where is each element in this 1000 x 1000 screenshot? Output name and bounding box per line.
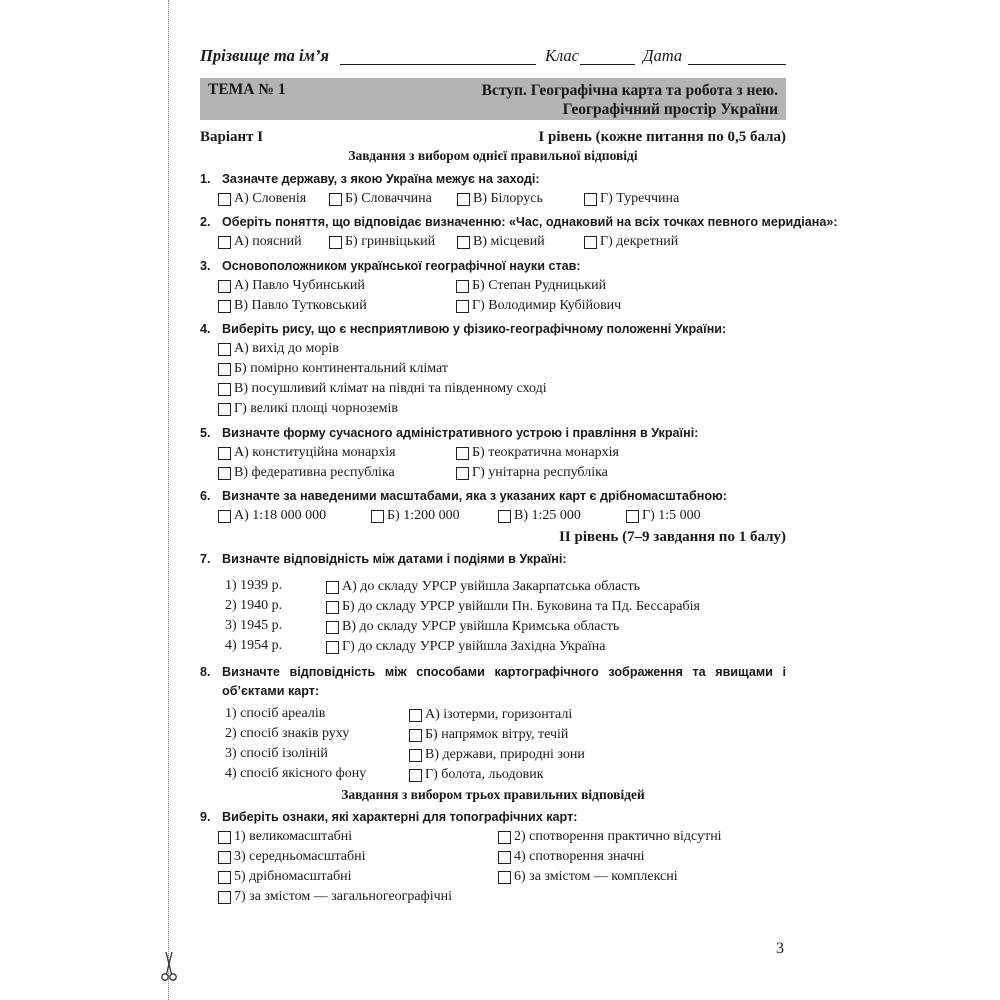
match-left-item: 2) спосіб знаків руху [225, 726, 350, 741]
option[interactable]: Г) до складу УРСР увійшла Західна Україна [326, 639, 605, 655]
checkbox[interactable] [457, 193, 470, 206]
question-1: 1. Зазначте державу, з якою Україна межує на заході: [200, 172, 540, 186]
match-left-item: 3) спосіб ізоліній [225, 746, 328, 761]
checkbox[interactable] [218, 363, 231, 376]
option[interactable]: Б) напрямок вітру, течій [409, 727, 568, 743]
topic-title: Вступ. Географічна карта та робота з нею. Географічний простір України [481, 82, 778, 118]
page-number: 3 [776, 940, 784, 957]
option[interactable]: В) держави, природні зони [409, 747, 585, 763]
checkbox[interactable] [329, 236, 342, 249]
checkbox[interactable] [456, 300, 469, 313]
checkbox[interactable] [218, 193, 231, 206]
option[interactable]: В) федеративна республіка [218, 465, 395, 481]
topic-band [200, 78, 786, 120]
cut-line [168, 0, 169, 1000]
question-5: 5. Визначте форму сучасного адміністративного устрою і правління в Україні: [200, 426, 699, 440]
checkbox[interactable] [218, 236, 231, 249]
checkbox[interactable] [498, 510, 511, 523]
scissors-icon [160, 950, 178, 982]
option[interactable]: Б) Словаччина [329, 191, 432, 207]
checkbox[interactable] [218, 871, 231, 884]
match-left-item: 4) спосіб якісного фону [225, 766, 367, 781]
option[interactable]: 7) за змістом — загальногеографічні [218, 889, 452, 905]
checkbox[interactable] [456, 280, 469, 293]
checkbox[interactable] [409, 709, 422, 722]
checkbox[interactable] [218, 300, 231, 313]
date-label: Дата [643, 46, 683, 65]
question-4: 4. Виберіть рису, що є несприятливою у фізико-географічному положенні України: [200, 322, 727, 336]
checkbox[interactable] [218, 831, 231, 844]
question-9: 9. Виберіть ознаки, які характерні для топографічних карт: [200, 810, 578, 824]
option[interactable]: Г) унітарна республіка [456, 465, 608, 481]
question-3: 3. Основоположником української географічної науки став: [200, 259, 581, 273]
question-7: 7. Визначте відповідність між датами і подіями в Україні: [200, 552, 567, 566]
checkbox[interactable] [218, 510, 231, 523]
option[interactable]: А) до складу УРСР увійшла Закарпатська область [326, 579, 640, 595]
option[interactable]: 6) за змістом — комплексні [498, 869, 678, 885]
checkbox[interactable] [456, 447, 469, 460]
checkbox[interactable] [326, 601, 339, 614]
option[interactable]: Г) декретний [584, 234, 678, 250]
option[interactable]: А) ізотерми, горизонталі [409, 707, 572, 723]
match-left-item: 1) спосіб ареалів [225, 706, 326, 721]
checkbox[interactable] [218, 447, 231, 460]
checkbox[interactable] [218, 467, 231, 480]
option[interactable]: А) поясний [218, 234, 302, 250]
checkbox[interactable] [326, 581, 339, 594]
option[interactable]: Г) болота, льодовик [409, 767, 544, 783]
topic-number: ТЕМА № 1 [208, 81, 286, 98]
checkbox[interactable] [456, 467, 469, 480]
class-field[interactable] [580, 64, 635, 65]
checkbox[interactable] [409, 769, 422, 782]
checkbox[interactable] [409, 729, 422, 742]
match-left-item: 3) 1945 р. [225, 618, 283, 633]
option[interactable]: 2) спотворення практично відсутні [498, 829, 722, 845]
checkbox[interactable] [409, 749, 422, 762]
section-three-choice: Завдання з вибором трьох правильних відповідей [341, 787, 645, 802]
date-field[interactable] [688, 64, 786, 65]
option[interactable]: Г) 1:5 000 [626, 508, 701, 524]
option[interactable]: Б) Степан Рудницький [456, 278, 606, 294]
question-8: 8. Визначте відповідність між способами картографічного зображення та явищами і об’єктами карт: [200, 665, 786, 698]
question-6: 6. Визначте за наведеними масштабами, яка з указаних карт є дрібномасштабною: [200, 489, 727, 503]
match-left-item: 1) 1939 р. [225, 578, 283, 593]
option[interactable]: Б) 1:200 000 [371, 508, 460, 524]
checkbox[interactable] [218, 851, 231, 864]
option[interactable]: Б) гринвіцький [329, 234, 435, 250]
question-2: 2. Оберіть поняття, що відповідає визначенню: «Час, однаковий на всіх точках певного меридіана»: [200, 215, 838, 229]
checkbox[interactable] [218, 343, 231, 356]
variant-label: Варіант І [200, 129, 264, 145]
option[interactable]: Г) великі площі чорноземів [218, 401, 398, 417]
checkbox[interactable] [498, 851, 511, 864]
option[interactable]: Б) теократична монархія [456, 445, 619, 461]
option[interactable]: 5) дрібномасштабні [218, 869, 352, 885]
student-header [200, 44, 786, 68]
match-left-item: 4) 1954 р. [225, 638, 283, 653]
checkbox[interactable] [218, 383, 231, 396]
option[interactable]: В) Павло Тутковський [218, 298, 367, 314]
option[interactable]: А) конституційна монархія [218, 445, 396, 461]
checkbox[interactable] [218, 891, 231, 904]
option[interactable]: В) місцевий [457, 234, 545, 250]
name-field[interactable] [340, 64, 536, 65]
option[interactable]: А) Павло Чубинський [218, 278, 365, 294]
section-single-choice: Завдання з вибором однієї правильної відповіді [348, 148, 638, 163]
option[interactable]: 4) спотворення значні [498, 849, 645, 865]
checkbox[interactable] [326, 621, 339, 634]
worksheet-page [200, 0, 838, 1000]
option[interactable]: В) Білорусь [457, 191, 543, 207]
class-label: Клас [545, 46, 579, 65]
checkbox[interactable] [584, 236, 597, 249]
checkbox[interactable] [218, 403, 231, 416]
option[interactable]: Г) Володимир Кубійович [456, 298, 621, 314]
option[interactable]: Г) Туреччина [584, 191, 679, 207]
checkbox[interactable] [498, 831, 511, 844]
checkbox[interactable] [371, 510, 384, 523]
checkbox[interactable] [326, 641, 339, 654]
checkbox[interactable] [498, 871, 511, 884]
checkbox[interactable] [584, 193, 597, 206]
option[interactable]: А) вихід до морів [218, 341, 339, 357]
level1-label: І рівень (кожне питання по 0,5 бала) [538, 129, 786, 145]
option[interactable]: Б) помірно континентальний клімат [218, 361, 448, 377]
option[interactable]: В) 1:25 000 [498, 508, 581, 524]
option[interactable]: В) до складу УРСР увійшла Кримська область [326, 619, 619, 635]
name-label: Прізвище та ім’я [200, 46, 329, 65]
checkbox[interactable] [218, 280, 231, 293]
option[interactable]: 3) середньомасштабні [218, 849, 366, 865]
checkbox[interactable] [329, 193, 342, 206]
level2-label: ІІ рівень (7–9 завдання по 1 балу) [559, 529, 786, 545]
option[interactable]: В) посушливий клімат на півдні та південному сході [218, 381, 547, 397]
option[interactable]: А) Словенія [218, 191, 306, 207]
checkbox[interactable] [457, 236, 470, 249]
checkbox[interactable] [626, 510, 639, 523]
match-left-item: 2) 1940 р. [225, 598, 283, 613]
option[interactable]: Б) до складу УРСР увійшли Пн. Буковина та Пд. Бессарабія [326, 599, 700, 615]
option[interactable]: 1) великомасштабні [218, 829, 352, 845]
option[interactable]: А) 1:18 000 000 [218, 508, 326, 524]
